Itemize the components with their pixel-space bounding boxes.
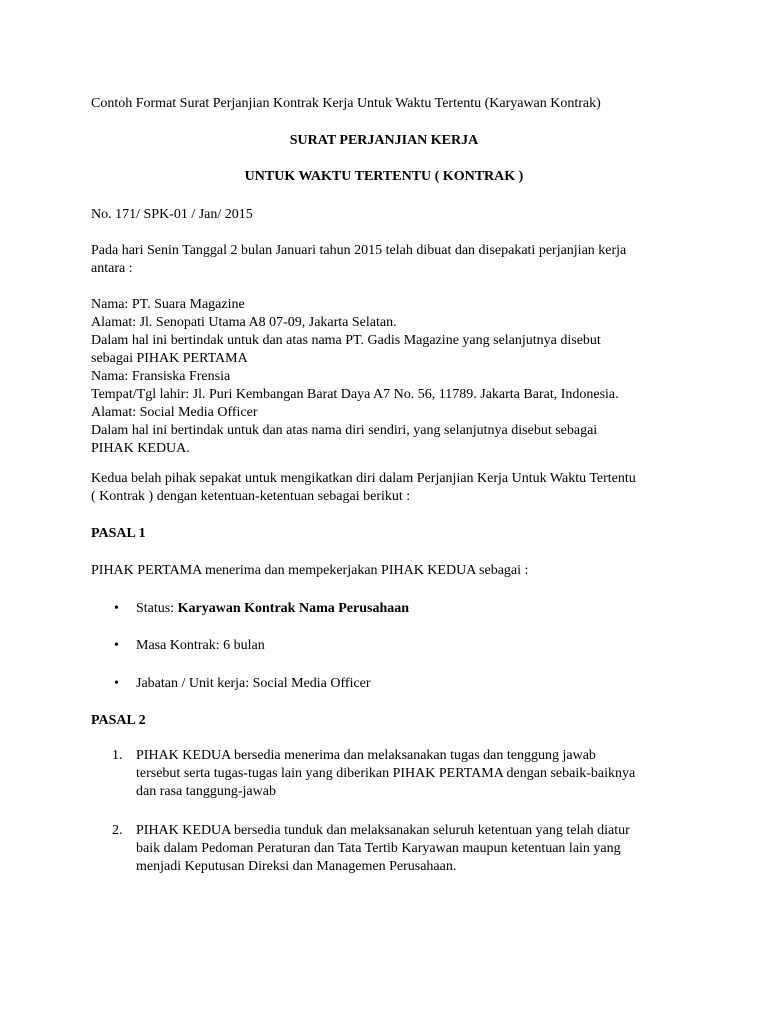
item-line: menjadi Keputusan Direksi dan Managemen Perusahaan. [136, 859, 457, 874]
opening-line: Pada hari Senin Tanggal 2 bulan Januari tahun 2015 telah dibuat dan disepakati perjanjian kerja [91, 243, 627, 258]
numbered-item [112, 747, 692, 801]
party-line: PIHAK KEDUA. [91, 441, 190, 456]
party-line: Dalam hal ini bertindak untuk dan atas nama diri sendiri, yang selanjutnya disebut sebagai [91, 423, 598, 438]
item-line: tersebut serta tugas-tugas lain yang diberikan PIHAK PERTAMA dengan sebaik-baiknya [136, 766, 636, 781]
pasal1-title: PASAL 1 [91, 526, 146, 541]
pasal1-intro: PIHAK PERTAMA menerima dan mempekerjakan PIHAK KEDUA sebagai : [91, 563, 529, 578]
item-line: PIHAK KEDUA bersedia tunduk dan melaksanakan seluruh ketentuan yang telah diatur [136, 823, 630, 838]
item-number: 1. [112, 748, 123, 763]
party-line: Tempat/Tgl lahir: Jl. Puri Kembangan Barat Daya A7 No. 56, 11789. Jakarta Barat, Indonesia. [91, 387, 619, 402]
parties-block [91, 296, 711, 458]
party-line: Alamat: Social Media Officer [91, 405, 258, 420]
bullet-icon: • [114, 638, 119, 653]
item-label: Masa Kontrak: 6 bulan [136, 638, 265, 653]
bullet-icon: • [114, 601, 119, 616]
document-number: No. 171/ SPK-01 / Jan/ 2015 [91, 207, 253, 222]
bullet-icon: • [114, 676, 119, 691]
item-line: PIHAK KEDUA bersedia menerima dan melaksanakan tugas dan tenggung jawab [136, 748, 596, 763]
party-line: sebagai PIHAK PERTAMA [91, 351, 248, 366]
agreement-line: ( Kontrak ) dengan ketentuan-ketentuan sebagai berikut : [91, 489, 411, 504]
party-line: Nama: Fransiska Frensia [91, 369, 231, 384]
party-line: Dalam hal ini bertindak untuk dan atas nama PT. Gadis Magazine yang selanjutnya disebut [91, 333, 601, 348]
numbered-item [112, 822, 692, 876]
opening-line: antara : [91, 261, 133, 276]
heading-title: SURAT PERJANJIAN KERJA [289, 133, 479, 148]
item-value: Karyawan Kontrak Nama Perusahaan [177, 601, 410, 616]
heading-subtitle: UNTUK WAKTU TERTENTU ( KONTRAK ) [244, 169, 524, 184]
pasal2-title: PASAL 2 [91, 713, 146, 728]
item-label: Status: [136, 601, 178, 616]
agreement-paragraph [91, 470, 691, 506]
party-line: Alamat: Jl. Senopati Utama A8 07-09, Jakarta Selatan. [91, 315, 397, 330]
item-number: 2. [112, 823, 123, 838]
party-line: Nama: PT. Suara Magazine [91, 297, 245, 312]
agreement-line: Kedua belah pihak sepakat untuk mengikatkan diri dalam Perjanjian Kerja Untuk Waktu Tertentu [91, 471, 636, 486]
intro-title: Contoh Format Surat Perjanjian Kontrak Kerja Untuk Waktu Tertentu (Karyawan Kontrak) [91, 96, 601, 111]
item-line: dan rasa tanggung-jawab [136, 784, 276, 799]
item-label: Jabatan / Unit kerja: Social Media Officer [136, 676, 371, 691]
item-line: baik dalam Pedoman Peraturan dan Tata Tertib Karyawan maupun ketentuan lain yang [136, 841, 621, 856]
opening-paragraph [91, 242, 691, 278]
